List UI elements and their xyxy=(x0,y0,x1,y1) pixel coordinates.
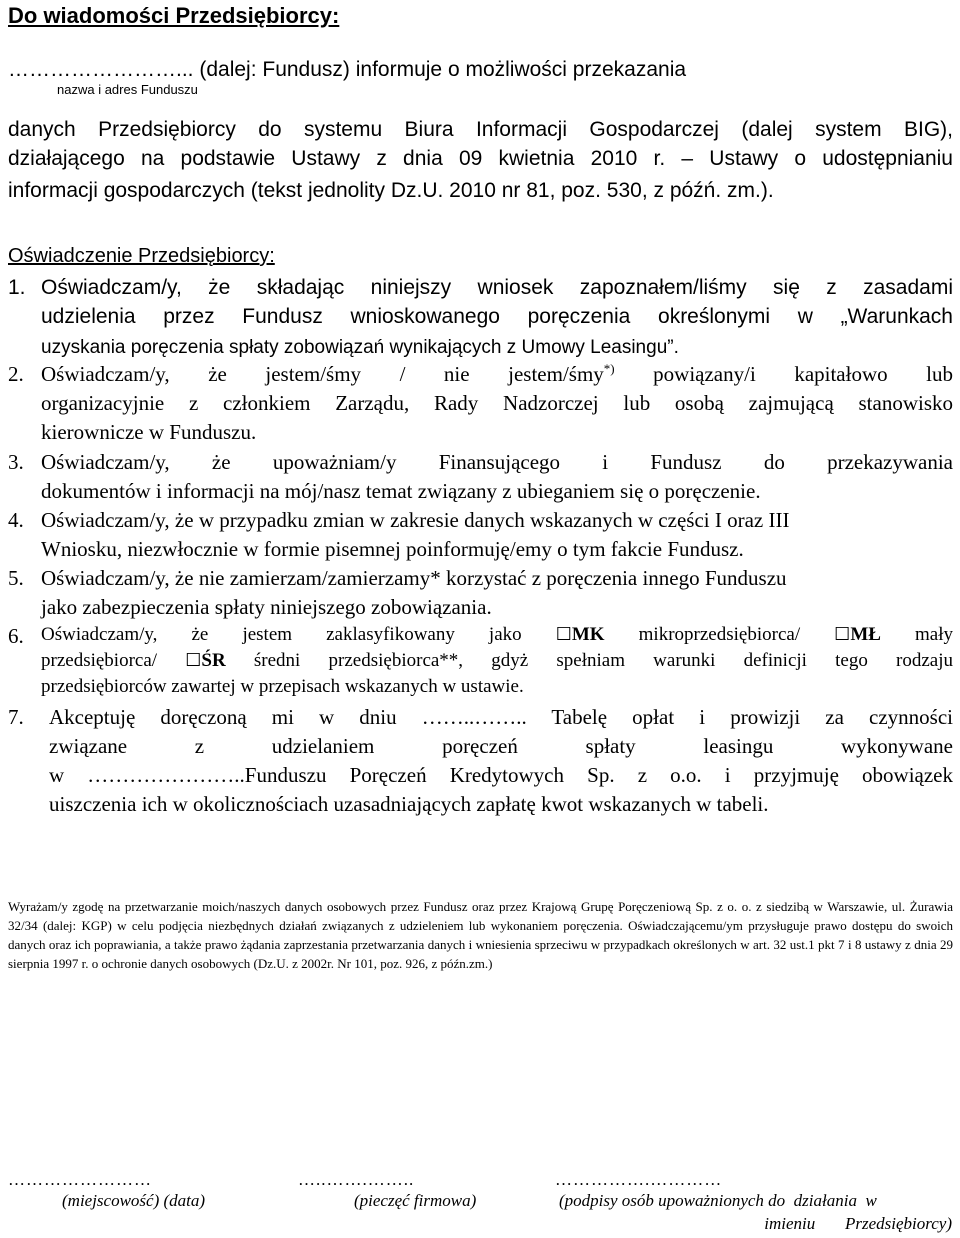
intro-line-4: informacji gospodarczych (tekst jednolity Dz.U. 2010 nr 81, poz. 530, z późń. zm.). xyxy=(8,179,774,202)
item-1-line-3: uzyskania poręczenia spłaty zobowiązań wynikających z Umowy Leasingu”. xyxy=(41,337,679,358)
item-2-line-2: organizacyjnie z członkiem Zarządu, Rady Nadzorczej lub osobą zajmującą stanowisko xyxy=(41,391,953,415)
footnote-marker: *) xyxy=(603,361,615,376)
item-5-line-1: Oświadczam/y, że nie zamierzam/zamierzamy* korzystać z poręczenia innego Funduszu xyxy=(41,566,787,590)
data-processing-consent: Wyrażam/y zgodę na przetwarzanie moich/naszych danych osobowych przez Fundusz oraz przez Krajową Grupę Poręczeniową Sp. z o. o. z siedzibą w Warszawie, ul. Żurawia 32/34 (dalej: KGP) w celu podjęcia niezbędnych działań związanych z udzieleniem lub wykonaniem poręczenia. Oświadczającemu/ym przysługuje prawo dostępu do swoich danych oraz ich poprawiania, a także prawo żądania zaprzestania przetwarzania danych i wniesienia sprzeciwu w przypadkach określonych w art. 32 ust.1 pkt 7 i 8 ustawy z dnia 29 sierpnia 1997 r. o ochronie danych osobowych (Dz.U. z 2002r. Nr 101, poz. 926, z późn.zm.) xyxy=(8,899,953,971)
stamp-label: (pieczęć firmowa) xyxy=(354,1191,477,1210)
place-date-label: (miejscowość) (data) xyxy=(62,1191,206,1210)
signature-label-line-2: imieniu Przedsiębiorcy) xyxy=(764,1214,952,1233)
item-6-number: 6. xyxy=(8,624,24,648)
item-7-line-1: Akceptuję doręczoną mi w dniu ……..…….. Tabelę opłat i prowizji za czynności xyxy=(49,705,953,729)
intro-line-2: danych Przedsiębiorcy do systemu Biura Informacji Gospodarczej (dalej system BIG), xyxy=(8,118,953,141)
item-3-number: 3. xyxy=(8,450,24,474)
intro-line-1: ……………………... (dalej: Fundusz) informuje o możliwości przekazania xyxy=(8,58,687,81)
item-2-number: 2. xyxy=(8,362,24,386)
item-4-line-1: Oświadczam/y, że w przypadku zmian w zakresie danych wskazanych w części I oraz III xyxy=(41,508,790,532)
document-title: Do wiadomości Przedsiębiorcy: xyxy=(8,3,340,28)
checkbox-icon[interactable]: ☐ xyxy=(555,624,572,645)
item-1-line-2: udzielenia przez Fundusz wnioskowanego poręczenia określonymi w „Warunkach xyxy=(41,305,953,328)
place-date-dots: …………………… xyxy=(8,1170,152,1189)
signature-dots: …………….………… xyxy=(555,1170,723,1189)
checkbox-icon[interactable]: ☐ xyxy=(834,624,851,645)
item-6-line-2: przedsiębiorca/ ☐ŚR średni przedsiębiorca**, gdyż spełniam warunki definicji tego rodzaju xyxy=(41,650,954,671)
declaration-heading: Oświadczenie Przedsiębiorcy: xyxy=(8,245,275,267)
signature-label-line-1: (podpisy osób upoważnionych do działania w xyxy=(559,1191,877,1210)
item-2-line-3: kierownicze w Funduszu. xyxy=(41,420,257,444)
item-1-number: 1. xyxy=(8,276,26,299)
item-3-line-1: Oświadczam/y, że upoważniam/y Finansującego i Fundusz do przekazywania xyxy=(41,450,953,474)
item-7-line-4: uiszczenia ich w okolicznościach uzasadniających zapłatę kwot wskazanych w tabeli. xyxy=(49,792,769,816)
item-4-number: 4. xyxy=(8,508,24,532)
option-ml[interactable]: ☐MŁ xyxy=(834,624,881,645)
item-5-number: 5. xyxy=(8,566,24,590)
item-6-line-3: przedsiębiorców zawartej w przepisach wskazanych w ustawie. xyxy=(41,676,524,697)
option-mk[interactable]: ☐MK xyxy=(555,624,605,645)
item-7-number: 7. xyxy=(8,705,24,729)
item-4-line-2: Wniosku, niezwłocznie w formie pisemnej poinformuję/emy o tym fakcie Fundusz. xyxy=(41,537,744,561)
fund-name-caption: nazwa i adres Funduszu xyxy=(57,82,198,97)
option-sr[interactable]: ☐ŚR xyxy=(185,650,226,671)
item-3-line-2: dokumentów i informacji na mój/nasz temat związany z ubieganiem się o poręczenie. xyxy=(41,479,761,503)
item-7-line-2: związane z udzielaniem poręczeń spłaty leasingu wykonywane xyxy=(49,734,953,758)
item-7-line-3: w …………………..Funduszu Poręczeń Kredytowych Sp. z o.o. i przyjmuję obowiązek xyxy=(49,763,953,787)
item-2-line-1: Oświadczam/y, że jestem/śmy / nie jestem/śmy*) powiązany/i kapitałowo lub xyxy=(41,361,953,386)
intro-line-3: działającego na podstawie Ustawy z dnia 09 kwietnia 2010 r. – Ustawy o udostępnianiu xyxy=(8,147,953,170)
item-5-line-2: jako zabezpieczenia spłaty niniejszego zobowiązania. xyxy=(41,595,492,619)
item-6-line-1: Oświadczam/y, że jestem zaklasyfikowany jako ☐MK mikroprzedsiębiorca/ ☐MŁ mały xyxy=(41,624,953,645)
checkbox-icon[interactable]: ☐ xyxy=(185,650,202,671)
item-1-line-1: Oświadczam/y, że składając niniejszy wniosek zapoznałem/liśmy się z zasadami xyxy=(41,276,953,299)
stamp-dots: …..…….…….. xyxy=(298,1170,415,1189)
